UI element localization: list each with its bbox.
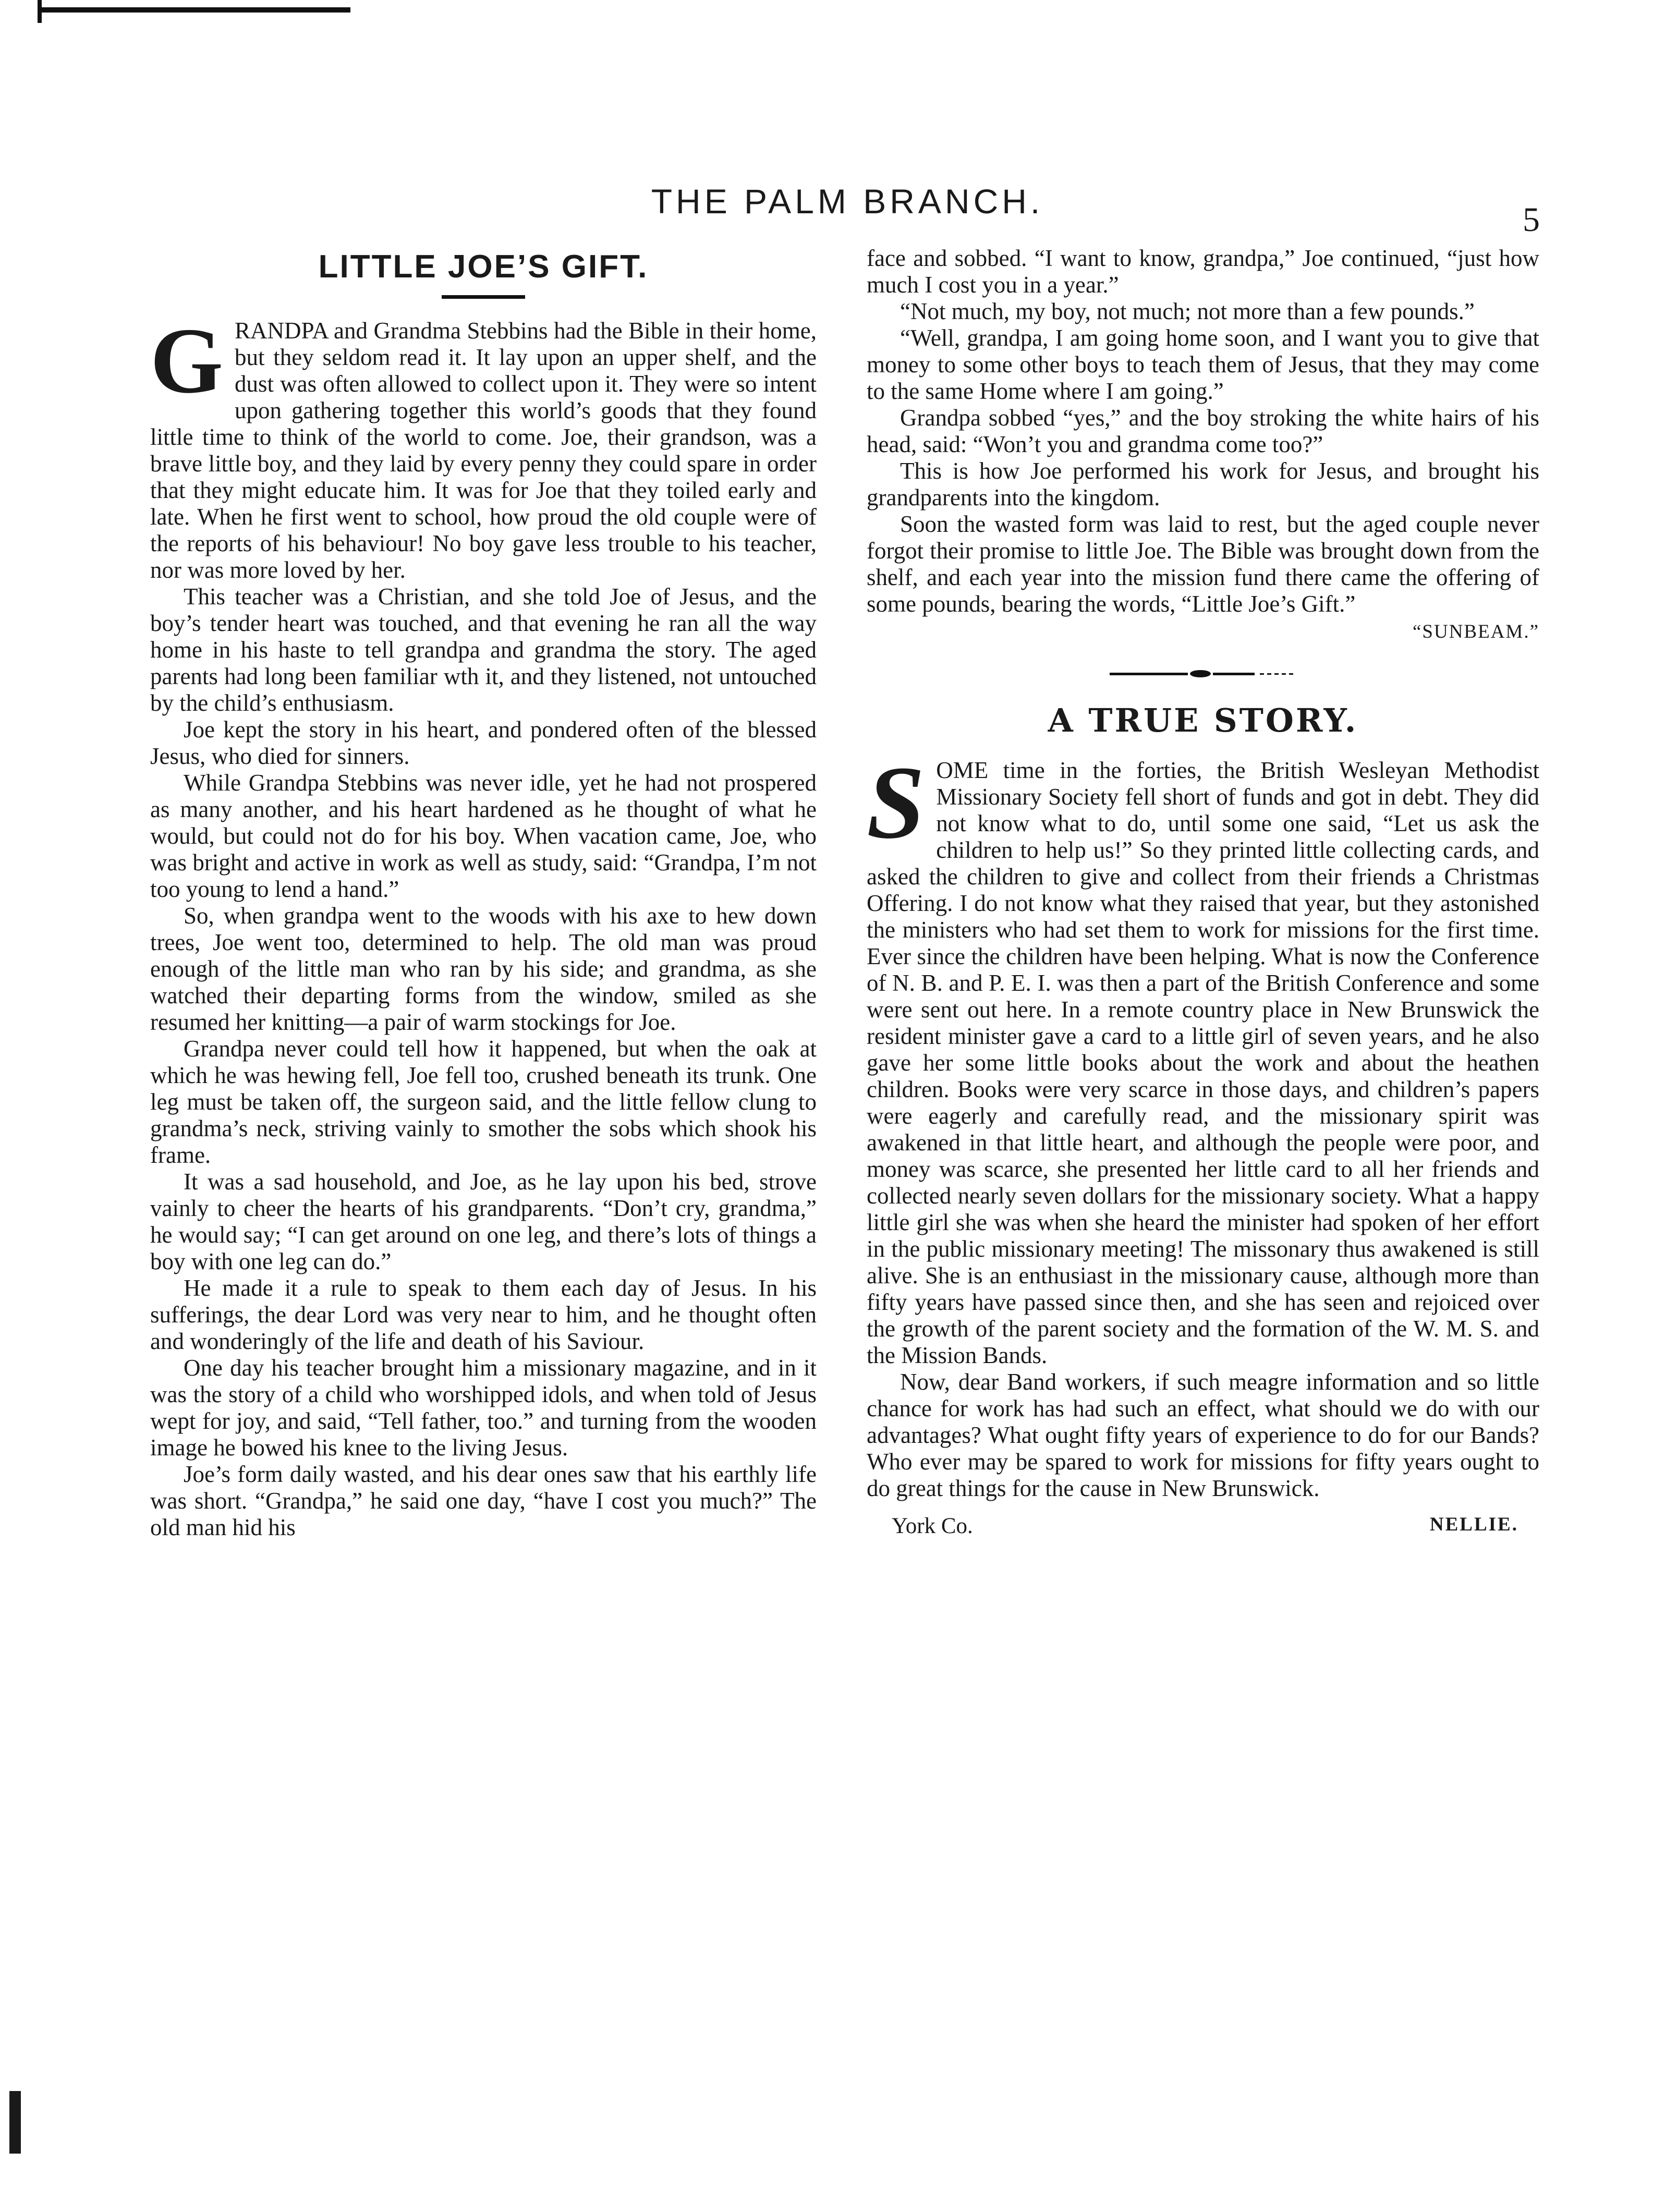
divider-dash [1260, 673, 1296, 675]
article-paragraph: While Grandpa Stebbins was never idle, yet he had not prospered as many another, and his heart hardened as he thought of what he would, but could not do for his boy. When vacation came, Joe, who was bright and active in work as well as study, said: “Grandpa, I’m not too young to lend a hand.” [150, 770, 817, 903]
left-column [150, 245, 817, 1541]
scan-edge [9, 2091, 21, 2154]
divider-ornament [1190, 670, 1211, 677]
running-head: THE PALM BRANCH. [651, 182, 1044, 221]
article-paragraph: “Well, grandpa, I am going home soon, and I want you to give that money to some other boys to teach them of Jesus, that they may come to the same Home where I am going.” [867, 325, 1539, 404]
drop-cap: S [867, 745, 925, 860]
right-column [867, 245, 1539, 1539]
article-paragraph: So, when grandpa went to the woods with his axe to hew down trees, Joe went too, determined to help. The old man was proud enough of the little man who ran by his side; and grandma, as she watched their departing forms from the window, smiled as she resumed her knitting—a pair of warm stockings for Joe. [150, 903, 817, 1036]
article-paragraph [150, 309, 817, 584]
signoff-place: York Co. [892, 1514, 973, 1538]
article-paragraph: He made it a rule to speak to them each day of Jesus. In his sufferings, the dear Lord was very near to him, and he thought often and wonderingly of the life and death of his Saviour. [150, 1275, 817, 1355]
article-attribution: “SUNBEAM.” [1412, 621, 1539, 642]
divider-line [1213, 673, 1255, 675]
signoff [867, 1513, 1539, 1539]
article-paragraph [867, 745, 1539, 1369]
drop-cap: G [150, 309, 224, 413]
section-divider [1093, 666, 1312, 682]
page-number: 5 [1523, 201, 1540, 239]
title-rule [442, 295, 525, 299]
article-paragraph: This is how Joe performed his work for Jesus, and brought his grandparents into the kingdom. [867, 458, 1539, 511]
article-title: LITTLE JOE’S GIFT. [318, 249, 649, 285]
article-paragraph: “Not much, my boy, not much; not more than a few pounds.” [900, 298, 1475, 324]
article-paragraph: Now, dear Band workers, if such meagre information and so little chance for work has had such an effect, what should we do with our advantages? What ought fifty years of experience to do for our Bands? Who ever may be spared to work for missions for fifty years ought to do great things for the cause in New Brunswick. [867, 1369, 1539, 1501]
scan-rule [38, 7, 350, 13]
article-paragraph: face and sobbed. “I want to know, grandpa,” Joe continued, “just how much I cost you in a year.” [867, 245, 1539, 298]
article-paragraph: Soon the wasted form was laid to rest, but the aged couple never forgot their promise to little Joe. The Bible was brought down from the shelf, and each year into the mission fund there came the offering of some pounds, bearing the words, “Little Joe’s Gift.” [867, 511, 1539, 617]
article-paragraph: One day his teacher brought him a missionary magazine, and in it was the story of a child who worshipped idols, and when told of Jesus wept for joy, and said, “Tell father, too.” and turning from the wooden image he bowed his knee to the living Jesus. [150, 1355, 817, 1461]
article-title: A TRUE STORY. [1048, 701, 1358, 739]
signoff-signature: NELLIE. [1429, 1514, 1518, 1535]
article-paragraph: It was a sad household, and Joe, as he lay upon his bed, strove vainly to cheer the hearts of his grandparents. “Don’t cry, grandma,” he would say; “I can get around on one leg, and there’s lots of things a boy with one leg can do.” [150, 1169, 817, 1275]
paragraph-text: RANDPA and Grandma Stebbins had the Bible in their home, but they seldom read it. It lay upon an upper shelf, and the dust was often allowed to collect upon it. They were so intent upon gathering together this world’s goods that they found little time to think of the world to come. Joe, their grandson, was a brave little boy, and they laid by every penny they could spare in order that they might educate him. It was for Joe that they toiled early and late. When he first went to school, how proud the old couple were of the reports of his behaviour! No boy gave less trouble to his teacher, nor was more loved by her. [150, 318, 817, 584]
article-paragraph: Grandpa sobbed “yes,” and the boy stroking the white hairs of his head, said: “Won’t you and grandma come too?” [867, 405, 1539, 457]
article-paragraph: Joe kept the story in his heart, and pondered often of the blessed Jesus, who died for sinners. [150, 716, 817, 770]
paragraph-text: OME time in the forties, the British Wesleyan Methodist Missionary Society fell short of funds and got in debt. They did not know what to do, until some one said, “Let us ask the children to help us!” So they printed little collecting cards, and asked the children to give and collect from their friends a Christmas Offering. I do not know what they raised that year, but they astonished the ministers who had set them to work for missions for the first time. Ever since the children have been helping. What is now the Conference of N. B. and P. E. I. was then a part of the British Conference and some were sent out here. In a remote country place in New Brunswick the resident minister gave a card to a little girl of seven years, and he also gave her some little books about the work and about the heathen children. Books were very scarce in those days, and children’s papers were eagerly and carefully read, and the missionary spirit was awakened in that little heart, and although the people were poor, and money was scarce, she presented her little card to all her friends and collected nearly seven dollars for the missionary society. What a happy little girl she was when she heard the minister had spoken of her effort in the public missionary meeting! The missonary thus awakened is still alive. She is an enthusiast in the missionary cause, although more than fifty years have passed since then, and she has seen and rejoiced over the growth of the parent society and the formation of the W. M. S. and the Mission Bands. [867, 757, 1539, 1368]
article-paragraph: Grandpa never could tell how it happened, but when the oak at which he was hewing fell, Joe fell too, crushed beneath its trunk. One leg must be taken off, the surgeon said, and the little fellow clung to grandma’s neck, striving vainly to smother the sobs which shook his frame. [150, 1036, 817, 1169]
article-paragraph: This teacher was a Christian, and she told Joe of Jesus, and the boy’s tender heart was touched, and that evening he ran all the way home in his haste to tell grandpa and grandma the story. The aged parents had long been familiar wth it, and they listened, not untouched by the child’s enthusiasm. [150, 584, 817, 716]
article-paragraph: Joe’s form daily wasted, and his dear ones saw that his earthly life was short. “Grandpa,” he said one day, “have I cost you much?” The old man hid his [150, 1461, 817, 1541]
divider-line [1110, 673, 1188, 675]
